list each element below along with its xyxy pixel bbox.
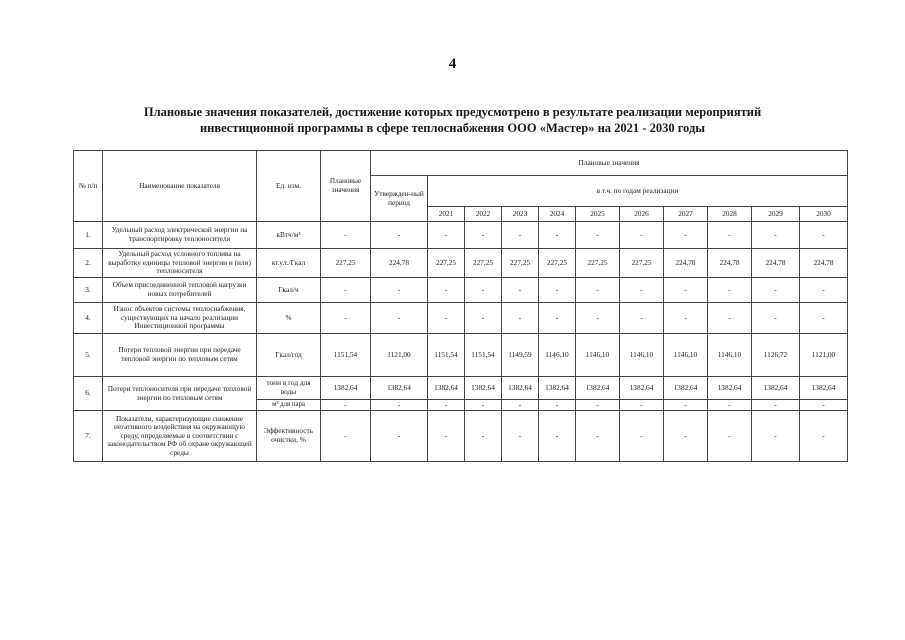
row-year-value: - — [502, 303, 539, 334]
document-title — [80, 104, 825, 136]
header-year: 2029 — [752, 207, 800, 222]
row-year-value: - — [502, 411, 539, 462]
row-num: 4. — [74, 303, 103, 334]
row-year-value: - — [465, 400, 502, 411]
row-year-value: 1382,64 — [502, 377, 539, 400]
header-year: 2022 — [465, 207, 502, 222]
header-unit: Ед. изм. — [257, 151, 321, 222]
row-unit: тонн в год для воды — [257, 377, 321, 400]
row-year-value: 1382,64 — [800, 377, 848, 400]
row-year-value: - — [539, 400, 576, 411]
row-year-value: - — [576, 303, 620, 334]
row-year-value: 1149,59 — [502, 334, 539, 377]
row-year-value: - — [800, 222, 848, 249]
row-unit: Гкал/год — [257, 334, 321, 377]
row-year-value: - — [752, 303, 800, 334]
row-year-value: - — [465, 411, 502, 462]
row-year-value: - — [539, 303, 576, 334]
header-year: 2023 — [502, 207, 539, 222]
row-year-value: - — [664, 222, 708, 249]
row-year-value: - — [428, 411, 465, 462]
row-num: 2. — [74, 249, 103, 278]
row-unit: кВтч/м³ — [257, 222, 321, 249]
header-name: Наименование показателя — [103, 151, 257, 222]
indicators-table — [73, 150, 848, 462]
row-name: Износ объектов системы теплоснабжения, существующих на начало реализации Инвестиционной программы — [103, 303, 257, 334]
row-plan: 227,25 — [321, 249, 371, 278]
row-num: 7. — [74, 411, 103, 462]
row-approved: - — [371, 278, 428, 303]
row-year-value: - — [800, 278, 848, 303]
row-year-value: - — [800, 303, 848, 334]
row-plan: - — [321, 411, 371, 462]
row-num: 5. — [74, 334, 103, 377]
row-year-value: - — [664, 278, 708, 303]
row-year-value: - — [664, 303, 708, 334]
row-year-value: - — [620, 411, 664, 462]
row-year-value: - — [664, 400, 708, 411]
row-year-value: 227,25 — [576, 249, 620, 278]
header-year: 2026 — [620, 207, 664, 222]
header-by-years: в т.ч. по годам реализации — [428, 176, 848, 207]
table-row — [74, 334, 848, 377]
row-plan: - — [321, 278, 371, 303]
row-year-value: 1382,64 — [428, 377, 465, 400]
row-approved: - — [371, 400, 428, 411]
row-year-value: 1151,54 — [428, 334, 465, 377]
row-name: Показатели, характеризующие снижение негативного воздействия на окружающую среду, определяемые в соответствии с законодательством РФ об охране окружающей среды — [103, 411, 257, 462]
table-row — [74, 278, 848, 303]
row-year-value: - — [576, 411, 620, 462]
row-unit: Эффективность очистки, % — [257, 411, 321, 462]
row-year-value: - — [539, 411, 576, 462]
row-year-value: 1126,72 — [752, 334, 800, 377]
row-approved: 224,78 — [371, 249, 428, 278]
table-row — [74, 411, 848, 462]
row-num: 3. — [74, 278, 103, 303]
row-year-value: - — [502, 222, 539, 249]
row-year-value: 1146,10 — [620, 334, 664, 377]
row-year-value: 1382,64 — [664, 377, 708, 400]
row-year-value: - — [708, 222, 752, 249]
row-year-value: 1382,64 — [576, 377, 620, 400]
row-year-value: - — [539, 222, 576, 249]
row-year-value: 227,25 — [502, 249, 539, 278]
row-year-value: - — [428, 278, 465, 303]
row-year-value: - — [502, 278, 539, 303]
table-row — [74, 303, 848, 334]
row-year-value: 1146,10 — [708, 334, 752, 377]
row-year-value: 1146,10 — [576, 334, 620, 377]
row-name: Потери теплоносителя при передаче тепловой энергии по тепловым сетям — [103, 377, 257, 411]
row-year-value: 1146,10 — [539, 334, 576, 377]
row-unit: % — [257, 303, 321, 334]
row-year-value: 1146,10 — [664, 334, 708, 377]
row-unit: м³ для пара — [257, 400, 321, 411]
row-name: Объем присоединенной тепловой нагрузки новых потребителей — [103, 278, 257, 303]
row-year-value: - — [708, 278, 752, 303]
row-plan: 1151,54 — [321, 334, 371, 377]
row-year-value: 227,25 — [539, 249, 576, 278]
row-year-value: - — [620, 303, 664, 334]
row-year-value: - — [708, 303, 752, 334]
row-plan: - — [321, 303, 371, 334]
row-year-value: 227,25 — [465, 249, 502, 278]
table-row — [74, 377, 848, 400]
row-year-value: - — [428, 222, 465, 249]
row-year-value: 224,78 — [708, 249, 752, 278]
row-plan: - — [321, 222, 371, 249]
row-year-value: - — [800, 411, 848, 462]
row-year-value: - — [539, 278, 576, 303]
header-plan-group: Плановые значения — [371, 151, 848, 176]
row-approved: - — [371, 411, 428, 462]
row-approved: - — [371, 303, 428, 334]
header-year: 2030 — [800, 207, 848, 222]
row-year-value: 1382,64 — [465, 377, 502, 400]
row-year-value: - — [620, 400, 664, 411]
row-year-value: - — [576, 222, 620, 249]
row-plan: - — [321, 400, 371, 411]
row-year-value: - — [800, 400, 848, 411]
row-year-value: 224,78 — [800, 249, 848, 278]
row-year-value: - — [708, 400, 752, 411]
row-year-value: - — [752, 222, 800, 249]
row-unit: кг.у.т./Гкал — [257, 249, 321, 278]
row-approved: 1121,00 — [371, 334, 428, 377]
row-year-value: - — [502, 400, 539, 411]
row-year-value: 1382,64 — [539, 377, 576, 400]
row-name: Удельный расход условного топлива на выработку единицы тепловой энергии и (или) теплоносителя — [103, 249, 257, 278]
header-plan: Плановые значения — [321, 151, 371, 222]
row-year-value: 1151,54 — [465, 334, 502, 377]
row-year-value: 224,78 — [664, 249, 708, 278]
row-year-value: - — [576, 278, 620, 303]
row-name: Потери тепловой энергии при передаче тепловой энергии по тепловым сетям — [103, 334, 257, 377]
row-year-value: 227,25 — [428, 249, 465, 278]
header-num: № п/п — [74, 151, 103, 222]
table-row — [74, 222, 848, 249]
header-year: 2025 — [576, 207, 620, 222]
row-year-value: - — [465, 222, 502, 249]
header-year: 2024 — [539, 207, 576, 222]
row-year-value: 1382,64 — [752, 377, 800, 400]
row-year-value: 224,78 — [752, 249, 800, 278]
row-year-value: - — [752, 278, 800, 303]
row-year-value: - — [708, 411, 752, 462]
row-year-value: - — [576, 400, 620, 411]
row-year-value: - — [465, 278, 502, 303]
row-name: Удельный расход электрической энергии на транспортировку теплоносителя — [103, 222, 257, 249]
row-approved: 1382,64 — [371, 377, 428, 400]
row-year-value: - — [752, 411, 800, 462]
row-year-value: 1121,00 — [800, 334, 848, 377]
header-approved: Утвержден-ный период — [371, 176, 428, 222]
row-year-value: - — [664, 411, 708, 462]
title-line-1: Плановые значения показателей, достижение которых предусмотрено в результате реализации мероприятий — [143, 105, 762, 119]
title-line-2: инвестиционной программы в сфере теплоснабжения ООО «Мастер» на 2021 - 2030 годы — [199, 121, 706, 135]
row-approved: - — [371, 222, 428, 249]
row-year-value: - — [428, 303, 465, 334]
header-year: 2021 — [428, 207, 465, 222]
header-year: 2027 — [664, 207, 708, 222]
row-year-value: 1382,64 — [620, 377, 664, 400]
table-row — [74, 249, 848, 278]
header-year: 2028 — [708, 207, 752, 222]
row-year-value: - — [465, 303, 502, 334]
row-year-value: - — [620, 278, 664, 303]
row-num: 6. — [74, 377, 103, 411]
row-year-value: - — [428, 400, 465, 411]
row-unit: Гкал/ч — [257, 278, 321, 303]
row-year-value: 1382,64 — [708, 377, 752, 400]
row-year-value: - — [620, 222, 664, 249]
row-plan: 1382,64 — [321, 377, 371, 400]
header-row-1 — [74, 151, 848, 176]
page-number: 4 — [448, 56, 457, 72]
row-year-value: 227,25 — [620, 249, 664, 278]
row-num: 1. — [74, 222, 103, 249]
row-year-value: - — [752, 400, 800, 411]
